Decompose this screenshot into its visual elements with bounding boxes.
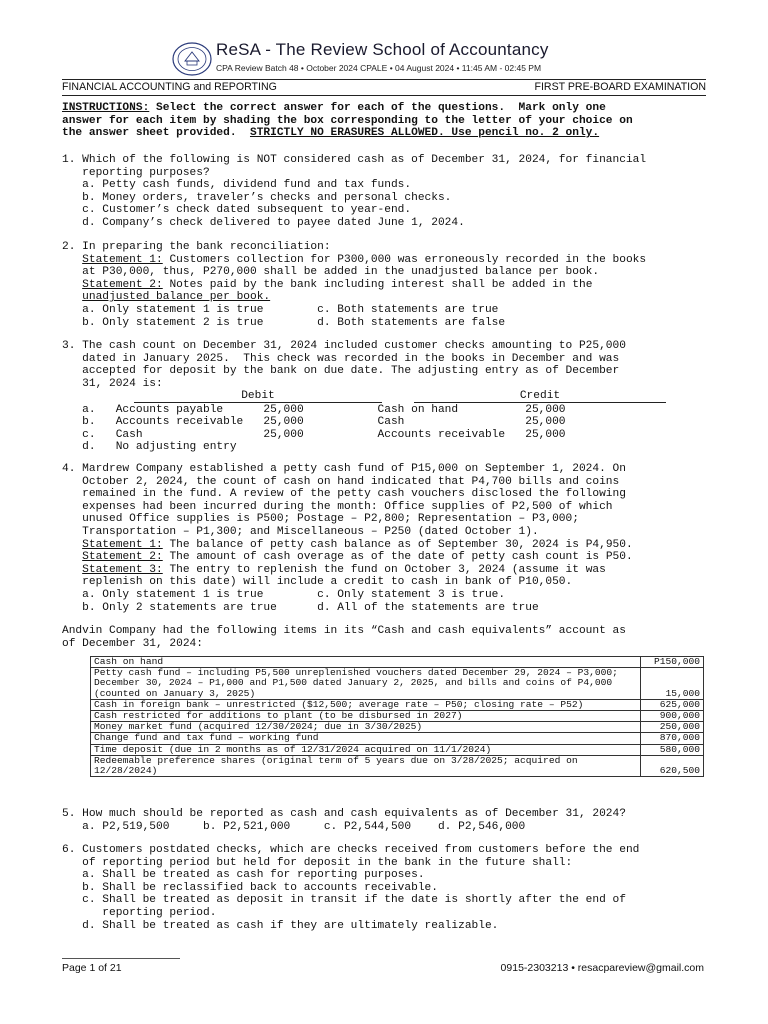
instructions-line-2: answer for each item by shading the box corresponding to the letter of your choice on: [62, 114, 633, 127]
item-cell: Petty cash fund – including P5,500 unreplenished vouchers dated December 29, 2024 – P3,000; December 30, 2024 – P1,000 and P1,500 dated January 2, 2025, and bills and coins of P4,000 (counted on January 3, 2025): [91, 668, 641, 700]
q6-option-c: c. Shall be treated as deposit in transit if the date is shortly after the end of: [62, 894, 626, 907]
item-cell: Cash on hand: [91, 657, 641, 668]
q6-stem-2: of reporting period but held for deposit in the bank in the future shall:: [62, 856, 573, 869]
item-cell: Cash in foreign bank – unrestricted ($12,500; average rate – P50; closing rate – P52): [91, 699, 641, 710]
q1-stem-1: 1. Which of the following is NOT considered cash as of December 31, 2024, for financial: [62, 154, 647, 166]
table-row: [91, 722, 704, 733]
q4-options-bd: b. Only 2 statements are true d. All of the statements are true: [62, 601, 539, 614]
cash-table-body: [91, 657, 704, 777]
item-cell: Time deposit (due in 2 months as of 12/31/2024 acquired on 11/1/2024): [91, 744, 641, 755]
amount-cell: 580,000: [641, 744, 704, 755]
item-cell: Redeemable preference shares (original term of 5 years due on 3/28/2025; acquired on 12/28/2024): [91, 755, 641, 776]
q4-statement-3-cont: replenish on this date) will include a credit to cash in bank of P10,050.: [62, 576, 573, 589]
cash-equivalents-table: [90, 656, 704, 777]
q3-option-d: d. No adjusting entry: [62, 441, 237, 454]
item-cell: Cash restricted for additions to plant (to be disbursed in 2027): [91, 711, 641, 722]
q4-options-ac: a. Only statement 1 is true c. Only statement 3 is true.: [62, 589, 506, 601]
credit-header: Credit: [519, 390, 561, 402]
q4-stem-1: 4. Mardrew Company established a petty cash fund of P15,000 on September 1, 2024. On: [62, 463, 626, 475]
table-row: [91, 733, 704, 744]
q2-statement-2: Statement 2: Notes paid by the bank including interest shall be added in the: [82, 278, 593, 291]
table-row: [91, 755, 704, 776]
q6-option-b: b. Shall be reclassified back to accounts receivable.: [62, 881, 438, 894]
amount-cell: P150,000: [641, 657, 704, 668]
q3-option-c: c. Cash 25,000 Accounts receivable 25,000: [62, 428, 566, 441]
q4-stem-4: expenses had been incurred during the month: Office supplies of P2,500 of which: [62, 500, 613, 513]
amount-cell: 900,000: [641, 711, 704, 722]
amount-cell: 250,000: [641, 722, 704, 733]
q3-stem-3: accepted for deposit by the bank on due date. The adjusting entry as of December: [62, 365, 620, 378]
header-rule-bottom: [62, 95, 706, 96]
q6-option-c-cont: reporting period.: [62, 907, 217, 919]
contact-info: 0915-2303213 • resacpareview@gmail.com: [500, 962, 704, 974]
table-row: [91, 657, 704, 668]
q3-stem-1: 3. The cash count on December 31, 2024 included customer checks amounting to P25,000: [62, 340, 626, 352]
table-row: [91, 744, 704, 755]
q4-statement-1: Statement 1: The balance of petty cash balance as of September 30, 2024 is P4,950.: [82, 538, 633, 551]
q4-stem-5: unused Office supplies is P500; Postage – P2,800; Representation – P3,000;: [62, 513, 579, 526]
instructions-label: INSTRUCTIONS:: [62, 102, 150, 114]
amount-cell: 15,000: [641, 668, 704, 700]
item-cell: Change fund and tax fund – working fund: [91, 733, 641, 744]
andvin-intro-2: of December 31, 2024:: [62, 637, 203, 650]
page-number: Page 1 of 21: [62, 962, 122, 974]
amount-cell: 620,500: [641, 755, 704, 776]
q2-statement-1-cont: at P30,000, thus, P270,000 shall be added in the unadjusted balance per book.: [62, 266, 600, 279]
q4-statement-3: Statement 3: The entry to replenish the fund on October 3, 2024 (assume it was: [82, 563, 606, 576]
q4-stem-3: remained in the fund. A review of the petty cash vouchers disclosed the following: [62, 488, 626, 501]
table-row: [91, 699, 704, 710]
instructions-line-3: the answer sheet provided. STRICTLY NO ERASURES ALLOWED. Use pencil no. 2 only.: [62, 127, 600, 140]
q6-option-a: a. Shall be treated as cash for reporting purposes.: [62, 869, 425, 882]
q6-option-d: d. Shall be treated as cash if they are ultimately realizable.: [62, 919, 499, 932]
item-cell: Money market fund (acquired 12/30/2024; due in 3/30/2025): [91, 722, 641, 733]
resa-logo: [172, 42, 212, 76]
subject-label: FINANCIAL ACCOUNTING and REPORTING: [62, 81, 277, 93]
q3-stem-4: 31, 2024 is:: [62, 377, 163, 390]
q4-statement-2: Statement 2: The amount of cash overage as of the date of petty cash count is P50.: [82, 551, 633, 564]
q4-stem-6: Transportation – P1,300; and Miscellaneous – P250 (dated October 1).: [62, 526, 539, 538]
exam-label: FIRST PRE-BOARD EXAMINATION: [534, 81, 706, 93]
q1-stem-2: reporting purposes?: [62, 166, 210, 179]
q1-option-a: a. Petty cash funds, dividend fund and tax funds.: [62, 179, 412, 192]
no-erasures-note: STRICTLY NO ERASURES ALLOWED. Use pencil no. 2 only.: [249, 127, 600, 140]
table-row: [91, 668, 704, 700]
q1-option-d: d. Company’s check delivered to payee dated June 1, 2024.: [62, 217, 465, 229]
q6-stem-1: 6. Customers postdated checks, which are checks received from customers before the end: [62, 844, 640, 856]
q2-stem: 2. In preparing the bank reconciliation:: [62, 241, 331, 253]
exam-body: [62, 102, 708, 942]
school-title: ReSA - The Review School of Accountancy: [216, 40, 549, 59]
q5-stem: 5. How much should be reported as cash and cash equivalents as of December 31, 2024?: [62, 808, 626, 820]
amount-cell: 625,000: [641, 699, 704, 710]
q1-option-b: b. Money orders, traveler’s checks and personal checks.: [62, 191, 452, 204]
batch-line: CPA Review Batch 48 • October 2024 CPALE • 04 August 2024 • 11:45 AM - 02:45 PM: [216, 63, 542, 73]
instructions-line-1: INSTRUCTIONS: Select the correct answer for each of the questions. Mark only one: [62, 102, 606, 114]
q3-option-b: b. Accounts receivable 25,000 Cash 25,000: [62, 416, 566, 429]
q3-option-a: a. Accounts payable 25,000 Cash on hand 25,000: [62, 403, 566, 416]
q1-option-c: c. Customer’s check dated subsequent to year-end.: [62, 204, 412, 217]
table-row: [91, 711, 704, 722]
q5-options: a. P2,519,500 b. P2,521,000 c. P2,544,500 d. P2,546,000: [62, 820, 526, 833]
debit-header: Debit: [241, 390, 275, 402]
q2-statement-2-cont: unadjusted balance per book.: [82, 291, 271, 304]
q2-options-bd: b. Only statement 2 is true d. Both statements are false: [62, 316, 506, 329]
q3-stem-2: dated in January 2025. This check was recorded in the books in December and was: [62, 352, 620, 365]
q2-statement-1: Statement 1: Customers collection for P300,000 was erroneously recorded in the books: [82, 253, 647, 266]
header-rule-top: [62, 79, 706, 80]
footer-rule: [62, 958, 180, 959]
amount-cell: 870,000: [641, 733, 704, 744]
q2-options-ac: a. Only statement 1 is true c. Both statements are true: [62, 304, 499, 316]
q4-stem-2: October 2, 2024, the count of cash on hand indicated that P4,700 bills and coins: [62, 475, 620, 488]
andvin-intro-1: Andvin Company had the following items in its “Cash and cash equivalents” account as: [62, 625, 626, 637]
